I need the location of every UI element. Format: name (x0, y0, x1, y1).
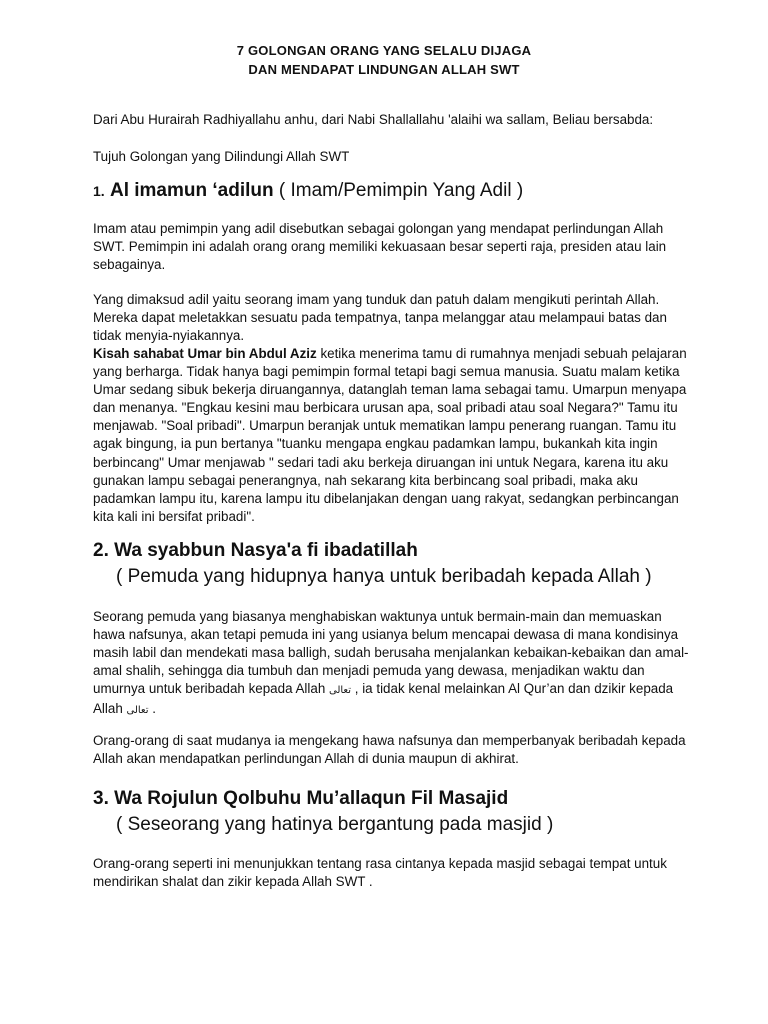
section-2-paragraph-1 (93, 608, 693, 721)
section-2-heading: 2. Wa syabbun Nasya'a fi ibadatillah (93, 540, 418, 561)
section-1-number: 1. (93, 183, 105, 199)
section-2-text-c: . (148, 701, 156, 717)
arabic-taala-2: تعالى (126, 705, 149, 717)
document-title-line-1: 7 GOLONGAN ORANG YANG SELALU DIJAGA (236, 43, 532, 58)
section-3-subheading: ( Seseorang yang hatinya bergantung pada masjid ) (116, 814, 554, 835)
story-lead: Kisah sahabat Umar bin Abdul Aziz (93, 346, 317, 361)
section-2-paragraph-2: Orang-orang di saat mudanya ia mengekang hawa nafsunya dan memperbanyak beribadah kepada Allah akan mendapatkan perlindungan Allah di dunia maupun di akhirat. (93, 733, 686, 767)
section-3-paragraph-1: Orang-orang seperti ini menunjukkan tentang rasa cintanya kepada masjid sebagai tempat untuk mendirikan shalat dan zikir kepada Allah SWT . (93, 856, 667, 890)
arabic-taala-1: تعالى (329, 685, 352, 697)
section-1-paragraph-2: Yang dimaksud adil yaitu seorang imam yang tunduk dan patuh dalam mengikuti perintah Allah. Mereka dapat meletakkan sesuatu pada tempatnya, tanpa melanggar atau melampaui batas dan tidak menyia-nyiakannya. (93, 292, 667, 344)
section-1-heading-rest: ( Imam/Pemimpin Yang Adil ) (273, 180, 524, 201)
intro-text: Dari Abu Hurairah Radhiyallahu anhu, dari Nabi Shallallahu 'alaihi wa sallam, Beliau bersabda: (93, 112, 654, 127)
section-1-paragraph-1: Imam atau pemimpin yang adil disebutkan sebagai golongan yang mendapat perlindungan Allah SWT. Pemimpin ini adalah orang orang memiliki kekuasaan besar seperti raja, presiden atau lain sebagainya. (93, 221, 667, 273)
section-3-heading: 3. Wa Rojulun Qolbuhu Mu’allaqun Fil Masajid (93, 788, 509, 809)
section-1-heading-bold: Al imamun ‘adilun (109, 180, 274, 201)
section-2-subheading: ( Pemuda yang hidupnya hanya untuk beribadah kepada Allah ) (116, 566, 652, 587)
section-2-text-a: Seorang pemuda yang biasanya menghabiskan waktunya untuk bermain-main dan memuaskan hawa nafsunya, akan tetapi pemuda ini yang usianya belum mencapai dewasa di mana kondisinya masih labil dan mendekati masa balligh, sudah berusaha menjalankan kebaikan-kebaikan dan amal-amal shalih, sehingga dia tumbuh dan menjadi pemuda yang dewasa, menjadikan waktu dan umurnya untuk beribadah kepada Allah (93, 609, 689, 697)
subtitle-text: Tujuh Golongan yang Dilindungi Allah SWT (93, 149, 350, 164)
section-2-text-b: , ia tidak kenal melainkan Al Qur’an dan dzikir kepada Allah (93, 681, 674, 717)
section-1-heading (93, 180, 523, 202)
story-text: ketika menerima tamu di rumahnya menjadi sebuah pelajaran yang berharga. Tidak hanya bagi pemimpin formal tetapi bagi semua manusia. Suatu malam ketika Umar sedang sibuk bekerja diruangannya, datanglah teman lama sebagai tamu. Umarpun menyapa dan menanya. "Engkau kesini mau berbicara urusan apa, soal pribadi atau soal Negara?" Tamu itu menjawab. "Soal pribadi". Umarpun beranjak untuk mematikan lampu penerang ruangan. Tamu itu agak bingung, ia pun bertanya "tuanku mengapa engkau padamkan lampu, bukankah kita ingin berbincang" Umar menjawab " sedari tadi aku berkeja diruangan ini untuk Negara, karena itu aku gunakan lampu sebagai penerangnya, nah sekarang kita berbincang soal pribadi, maka aku padamkan lampu itu, karena lampu itu dibelanjakan dengan uang rakyat, sedangkan perbincangan kita kali ini bersifat pribadi". (93, 346, 687, 524)
document-title-line-2: DAN MENDAPAT LINDUNGAN ALLAH SWT (248, 62, 520, 77)
section-1-story-paragraph (93, 345, 695, 526)
